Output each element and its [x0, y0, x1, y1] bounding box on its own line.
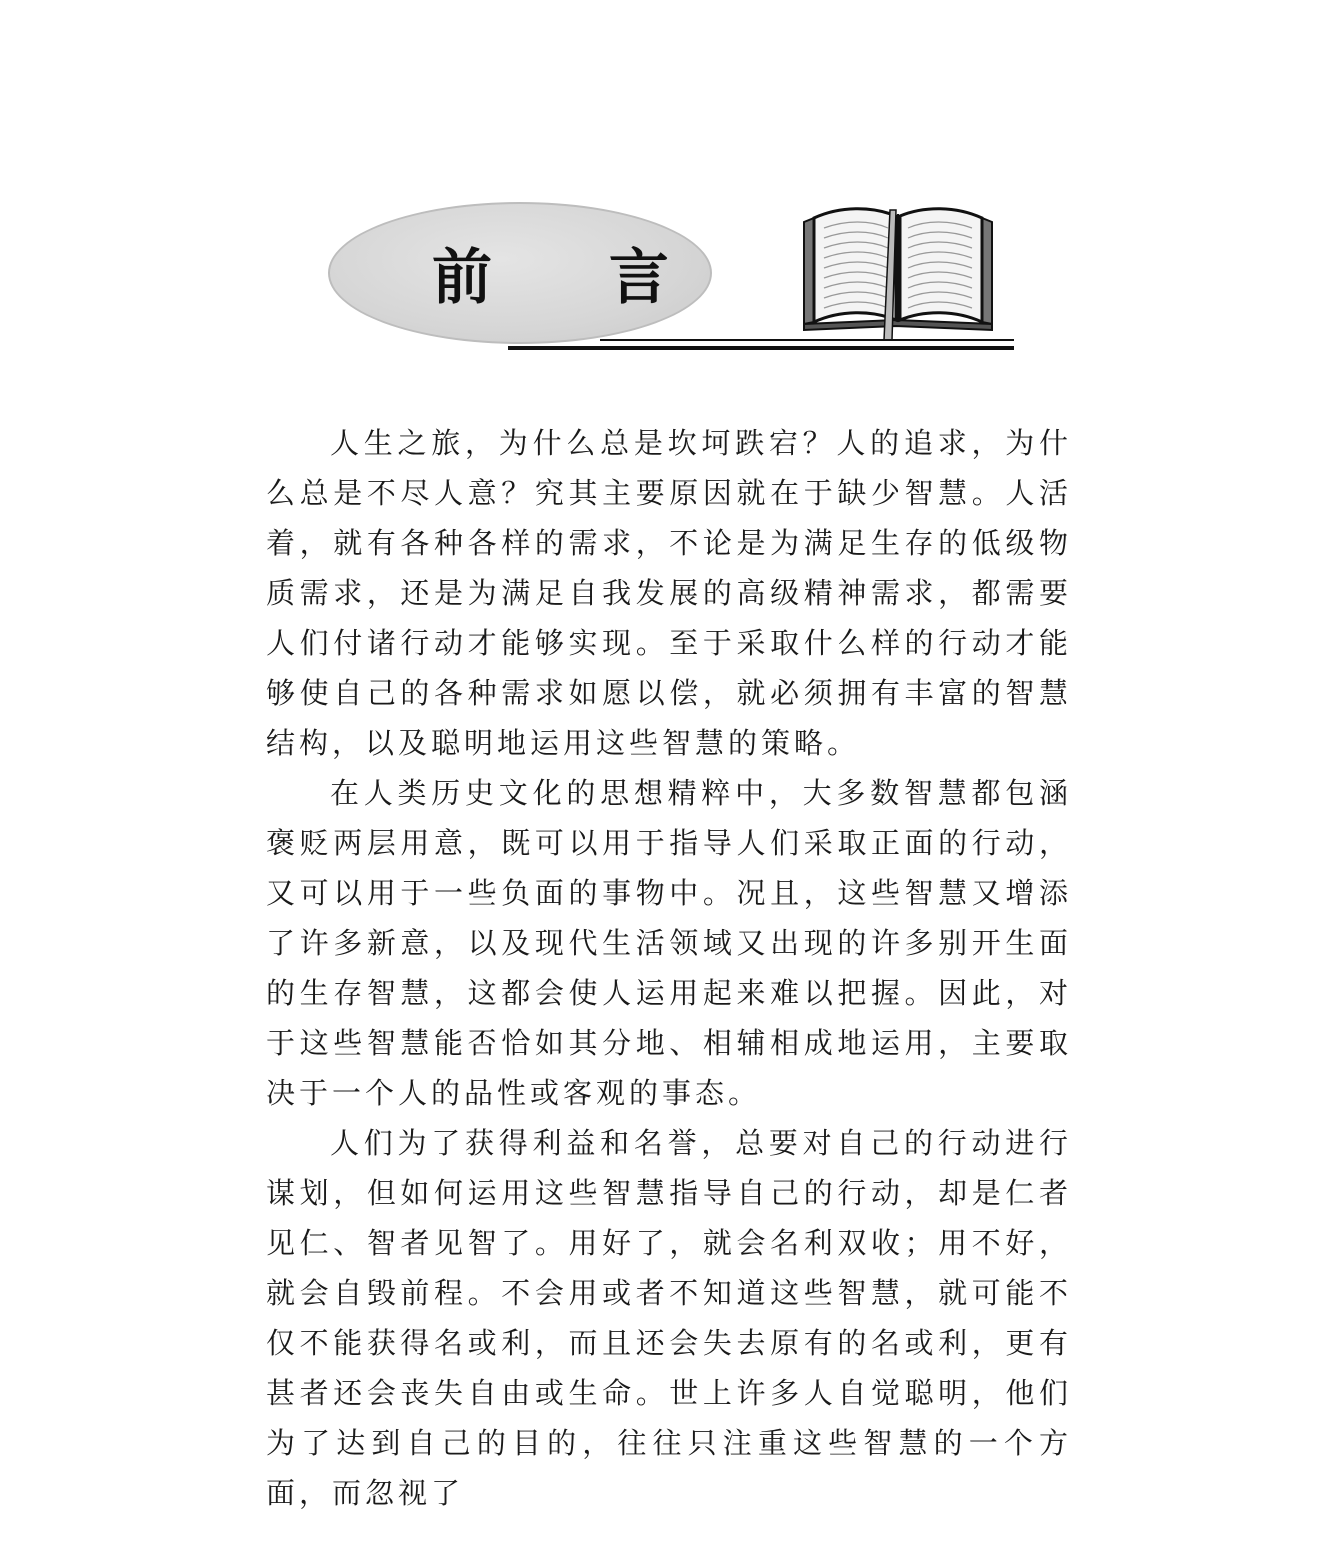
- preface-body: [266, 418, 1072, 1518]
- header-rule-thin: [600, 339, 1014, 341]
- paragraph-3: 人们为了获得利益和名誉，总要对自己的行动进行谋划，但如何运用这些智慧指导自己的行动，却是仁者见仁、智者见智了。用好了，就会名利双收；用不好，就会自毁前程。不会用或者不知道这些智慧，就可能不仅不能获得名或利，而且还会失去原有的名或利，更有甚者还会丧失自由或生命。世上许多人自觉聪明，他们为了达到自己的目的，往往只注重这些智慧的一个方面，而忽视了: [266, 1126, 1072, 1510]
- page-title: 前 言: [432, 243, 717, 313]
- open-book-icon: [800, 200, 996, 344]
- preface-header: [0, 0, 1338, 380]
- paragraph-2: 在人类历史文化的思想精粹中，大多数智慧都包涵褒贬两层用意，既可以用于指导人们采取正面的行动，又可以用于一些负面的事物中。况且，这些智慧又增添了许多新意，以及现代生活领域又出现的许多别开生面的生存智慧，这都会使人运用起来难以把握。因此，对于这些智慧能否恰如其分地、相辅相成地运用，主要取决于一个人的品性或客观的事态。: [266, 776, 1072, 1110]
- header-rule-thick: [508, 346, 1014, 350]
- paragraph-1: 人生之旅，为什么总是坎坷跌宕？人的追求，为什么总是不尽人意？究其主要原因就在于缺少智慧。人活着，就有各种各样的需求，不论是为满足生存的低级物质需求，还是为满足自我发展的高级精神需求，都需要人们付诸行动才能够实现。至于采取什么样的行动才能够使自己的各种需求如愿以偿，就必须拥有丰富的智慧结构，以及聪明地运用这些智慧的策略。: [266, 426, 1072, 760]
